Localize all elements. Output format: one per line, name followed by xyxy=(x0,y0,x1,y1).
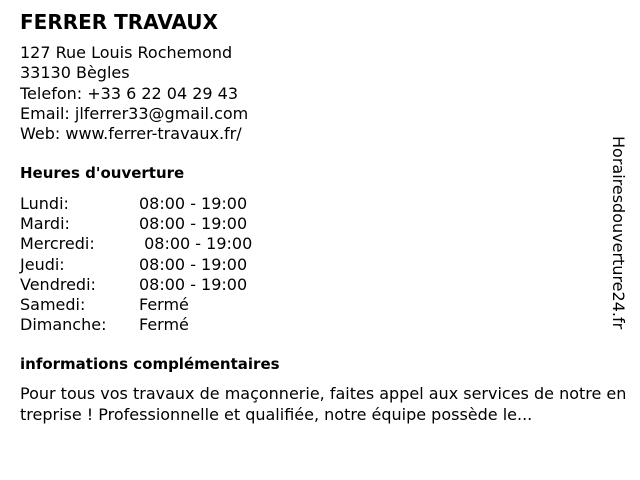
day-hours: 08:00 - 19:00 xyxy=(139,214,248,234)
phone-number: Telefon: +33 6 22 04 29 43 xyxy=(20,83,239,103)
day-label: Mardi: xyxy=(20,214,70,234)
address-street: 127 Rue Louis Rochemond xyxy=(20,43,233,62)
website-url: Web: www.ferrer-travaux.fr/ xyxy=(20,124,242,144)
day-hours: 08:00 - 19:00 xyxy=(139,254,248,274)
hours-heading: Heures d'ouverture xyxy=(20,164,185,182)
day-hours: 08:00 - 19:00 xyxy=(139,234,253,254)
day-label: Mercredi: xyxy=(20,234,95,254)
site-watermark: Horairesdouverture24.fr xyxy=(609,136,628,330)
day-hours: 08:00 - 19:00 xyxy=(139,194,248,213)
day-label: Vendredi: xyxy=(20,274,96,294)
day-hours: Fermé xyxy=(139,294,189,314)
info-heading: informations complémentaires xyxy=(20,355,280,373)
day-hours: Fermé xyxy=(139,315,189,335)
info-description: Pour tous vos travaux de maçonnerie, faites appel aux services de notre entreprise ! Professionnelle et qualifiée, notre équipe possède le... xyxy=(20,384,627,424)
day-hours: 08:00 - 19:00 xyxy=(139,274,248,294)
business-name: FERRER TRAVAUX xyxy=(20,10,218,34)
day-label: Lundi: xyxy=(20,194,69,213)
day-label: Samedi: xyxy=(20,294,86,314)
address-city: 33130 Bègles xyxy=(20,63,130,83)
email-address: Email: jlferrer33@gmail.com xyxy=(20,103,249,123)
contact-block xyxy=(20,43,248,144)
day-label: Dimanche: xyxy=(20,315,107,335)
day-label: Jeudi: xyxy=(20,254,65,274)
